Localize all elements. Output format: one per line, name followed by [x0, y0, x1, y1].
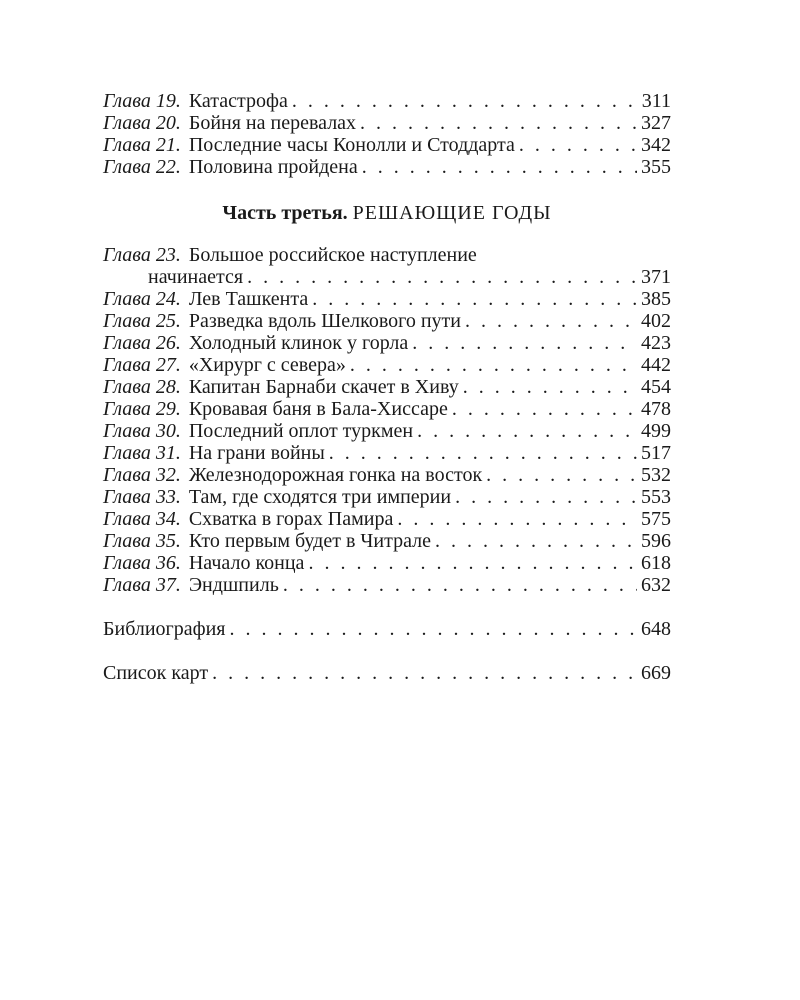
dot-leader	[312, 288, 637, 310]
chapter-title-continued: начинается	[148, 266, 244, 288]
page-number: 553	[641, 486, 671, 508]
chapter-title: Лев Ташкента	[188, 288, 309, 310]
page-number: 596	[641, 530, 671, 552]
spacer	[103, 596, 671, 618]
page-number: 575	[641, 508, 671, 530]
toc-entry[interactable]	[103, 530, 671, 552]
chapter-title: Железнодорожная гонка на восток	[188, 464, 483, 486]
dot-leader	[412, 332, 637, 354]
dot-leader	[455, 486, 637, 508]
chapter-number: Глава 27.	[103, 354, 181, 376]
chapter-number: Глава 35.	[103, 530, 181, 552]
part-title: РЕШАЮЩИЕ ГОДЫ	[352, 202, 552, 224]
dot-leader	[465, 310, 637, 332]
chapter-number: Глава 37.	[103, 574, 181, 596]
chapter-title: Разведка вдоль Шелкового пути	[188, 310, 461, 332]
page-number: 669	[641, 662, 671, 684]
chapter-title: На грани войны	[188, 442, 325, 464]
chapter-number: Глава 23.	[103, 244, 181, 266]
dot-leader	[417, 420, 637, 442]
dot-leader	[397, 508, 637, 530]
page-number: 311	[641, 90, 671, 112]
chapter-number: Глава 32.	[103, 464, 181, 486]
dot-leader	[519, 134, 637, 156]
page-number: 385	[641, 288, 671, 310]
toc-entry-first-line[interactable]	[103, 244, 671, 266]
toc-entry[interactable]	[103, 508, 671, 530]
part-label: Часть третья.	[222, 202, 348, 224]
page-number: 618	[641, 552, 671, 574]
page-number: 423	[641, 332, 671, 354]
chapter-number: Глава 22.	[103, 156, 181, 178]
chapter-number: Глава 26.	[103, 332, 181, 354]
chapter-number: Глава 29.	[103, 398, 181, 420]
chapter-title: Половина пройдена	[188, 156, 358, 178]
chapter-number: Глава 34.	[103, 508, 181, 530]
dot-leader	[360, 112, 637, 134]
toc-entry[interactable]	[103, 134, 671, 156]
dot-leader	[292, 90, 638, 112]
page-number: 478	[641, 398, 671, 420]
toc-entry[interactable]	[103, 398, 671, 420]
spacer	[103, 640, 671, 662]
chapter-title: Капитан Барнаби скачет в Хиву	[188, 376, 459, 398]
chapter-number: Глава 33.	[103, 486, 181, 508]
dot-leader	[435, 530, 637, 552]
toc-entry-bibliography[interactable]	[103, 618, 671, 640]
page-number: 632	[641, 574, 671, 596]
dot-leader	[329, 442, 637, 464]
chapter-title: Последний оплот туркмен	[188, 420, 414, 442]
toc-entry[interactable]	[103, 354, 671, 376]
toc-entry[interactable]	[103, 332, 671, 354]
page-number: 532	[641, 464, 671, 486]
chapter-number: Глава 30.	[103, 420, 181, 442]
part-heading	[103, 200, 671, 226]
dot-leader	[212, 662, 637, 684]
page-number: 327	[641, 112, 671, 134]
page-number: 499	[641, 420, 671, 442]
toc-entry[interactable]	[103, 420, 671, 442]
dot-leader	[350, 354, 637, 376]
chapter-number: Глава 28.	[103, 376, 181, 398]
chapter-number: Глава 24.	[103, 288, 181, 310]
chapter-title: Последние часы Конолли и Стоддарта	[188, 134, 515, 156]
toc-entry-maps[interactable]	[103, 662, 671, 684]
chapter-number: Глава 25.	[103, 310, 181, 332]
toc-entry[interactable]	[103, 90, 671, 112]
page-number: 517	[641, 442, 671, 464]
dot-leader	[308, 552, 637, 574]
dot-leader	[486, 464, 637, 486]
page-number: 342	[641, 134, 671, 156]
dot-leader	[463, 376, 637, 398]
toc-entry[interactable]	[103, 464, 671, 486]
chapter-title: Бойня на перевалах	[188, 112, 357, 134]
toc-entry[interactable]	[103, 376, 671, 398]
page-number: 648	[641, 618, 671, 640]
toc-entry[interactable]	[103, 156, 671, 178]
toc-entry[interactable]	[103, 442, 671, 464]
dot-leader	[247, 266, 637, 288]
chapter-title: Схватка в горах Памира	[188, 508, 394, 530]
page-number: 442	[641, 354, 671, 376]
bibliography-title: Библиография	[103, 618, 226, 640]
chapter-title: Кровавая баня в Бала-Хиссаре	[188, 398, 448, 420]
toc-entry[interactable]	[103, 552, 671, 574]
toc-entry[interactable]	[103, 486, 671, 508]
chapter-number: Глава 20.	[103, 112, 181, 134]
chapter-title: «Хирург с севера»	[188, 354, 346, 376]
chapter-title: Большое российское наступление	[188, 244, 477, 266]
chapter-number: Глава 36.	[103, 552, 181, 574]
chapter-title: Холодный клинок у горла	[188, 332, 409, 354]
part3-chapter-list	[103, 288, 671, 596]
page-number: 402	[641, 310, 671, 332]
dot-leader	[230, 618, 638, 640]
toc-entry[interactable]	[103, 112, 671, 134]
page-number: 371	[641, 266, 671, 288]
chapter-number: Глава 21.	[103, 134, 181, 156]
toc-entry[interactable]	[103, 310, 671, 332]
dot-leader	[283, 574, 637, 596]
table-of-contents	[103, 90, 671, 684]
toc-entry[interactable]	[103, 288, 671, 310]
chapter-title: Катастрофа	[188, 90, 288, 112]
dot-leader	[452, 398, 637, 420]
page-number: 454	[641, 376, 671, 398]
chapter-number: Глава 19.	[103, 90, 181, 112]
chapter-number: Глава 31.	[103, 442, 181, 464]
chapter-title: Там, где сходятся три империи	[188, 486, 452, 508]
toc-entry[interactable]	[103, 574, 671, 596]
page-number: 355	[641, 156, 671, 178]
dot-leader	[362, 156, 637, 178]
chapter-title: Начало конца	[188, 552, 305, 574]
maps-list-title: Список карт	[103, 662, 209, 684]
toc-entry-continuation[interactable]	[103, 266, 671, 288]
chapter-title: Эндшпиль	[188, 574, 279, 596]
chapter-title: Кто первым будет в Читрале	[188, 530, 431, 552]
